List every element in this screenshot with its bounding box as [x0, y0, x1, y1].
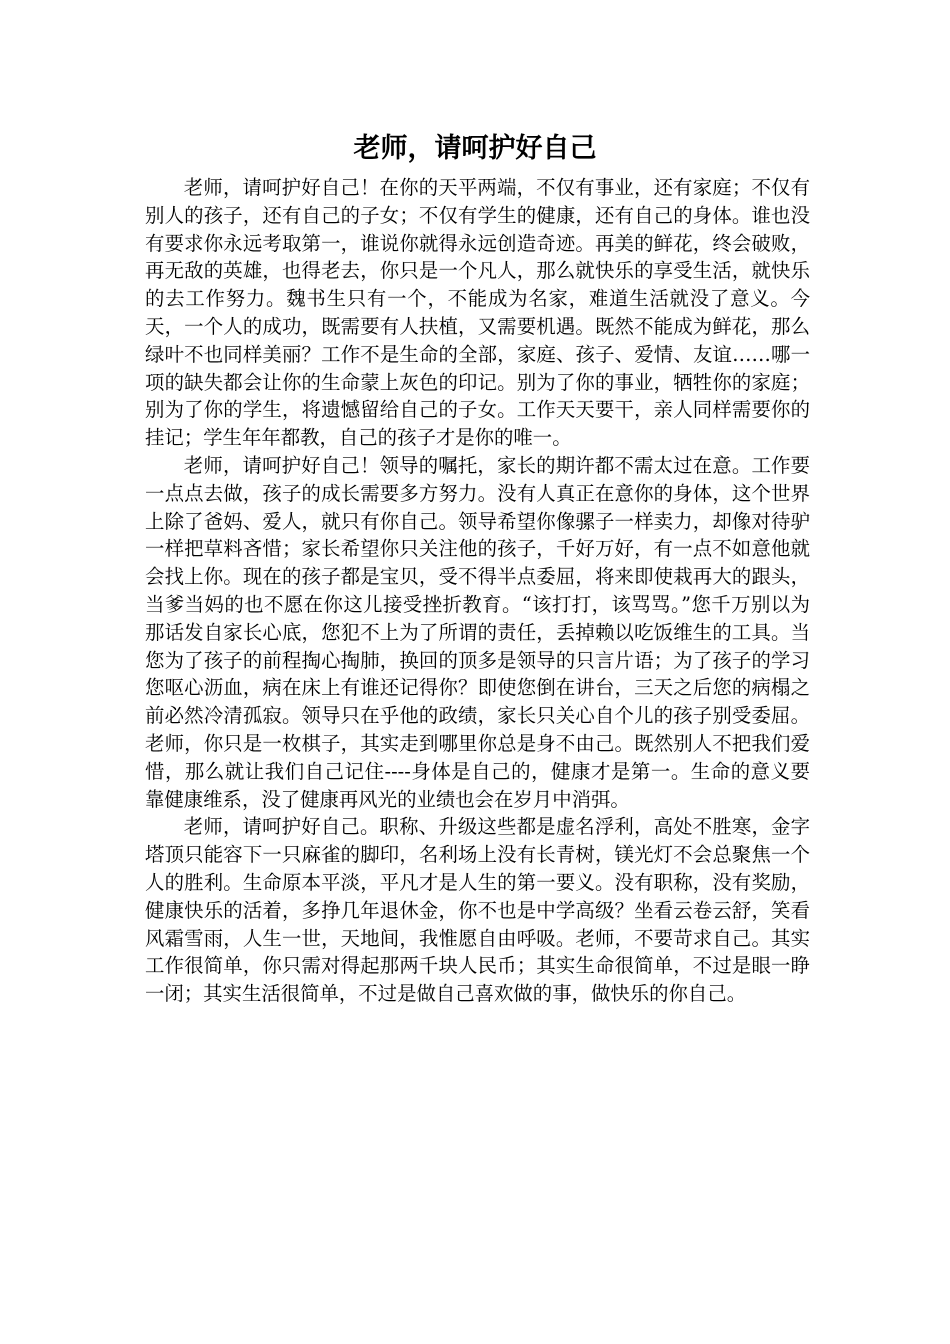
- paragraph-3: 老师，请呵护好自己。职称、升级这些都是虚名浮利，高处不胜寒，金字塔顶只能容下一只麻雀的脚印，名利场上没有长青树，镁光灯不会总聚焦一个人的胜利。生命原本平淡，平凡才是人生的第一要义。没有职称，没有奖励，健康快乐的活着，多挣几年退休金，你不也是中学高级？坐看云卷云舒，笑看风霜雪雨，人生一世，天地间，我惟愿自由呼吸。老师，不要苛求自己。其实工作很简单，你只需对得起那两千块人民币；其实生命很简单，不过是眼一睁一闭；其实生活很简单，不过是做自己喜欢做的事，做快乐的你自己。: [145, 815, 810, 1006]
- paragraph-2: 老师，请呵护好自己！领导的嘱托，家长的期许都不需太过在意。工作要一点点去做，孩子的成长需要多方努力。没有人真正在意你的身体，这个世界上除了爸妈、爱人，就只有你自己。领导希望你像骡子一样卖力，却像对待驴一样把草料吝惜；家长希望你只关注他的孩子，千好万好，有一点不如意他就会找上你。现在的孩子都是宝贝，受不得半点委屈，将来即使栽再大的跟头，当爹当妈的也不愿在你这儿接受挫折教育。“该打打，该骂骂。”您千万别以为那话发自家长心底，您犯不上为了所谓的责任，丢掉赖以吃饭维生的工具。当您为了孩子的前程掏心掏肺，换回的顶多是领导的只言片语；为了孩子的学习您呕心沥血，病在床上有谁还记得你？即使您倒在讲台，三天之后您的病榻之前必然冷清孤寂。领导只在乎他的政绩，家长只关心自个儿的孩子别受委屈。老师，你只是一枚棋子，其实走到哪里你总是身不由己。既然别人不把我们爱惜，那么就让我们自己记住----身体是自己的，健康才是第一。生命的意义要靠健康维系，没了健康再风光的业绩也会在岁月中消弭。: [145, 453, 810, 811]
- paragraph-1: 老师，请呵护好自己！在你的天平两端，不仅有事业，还有家庭；不仅有别人的孩子，还有自己的子女；不仅有学生的健康，还有自己的身体。谁也没有要求你永远考取第一，谁说你就得永远创造奇迹。再美的鲜花，终会破败，再无敌的英雄，也得老去，你只是一个凡人，那么就快乐的享受生活，就快乐的去工作努力。魏书生只有一个，不能成为名家，难道生活就没了意义。今天，一个人的成功，既需要有人扶植，又需要机遇。既然不能成为鲜花，那么绿叶不也同样美丽？工作不是生命的全部，家庭、孩子、爱情、友谊……哪一项的缺失都会让你的生命蒙上灰色的印记。别为了你的事业，牺牲你的家庭；别为了你的学生，将遗憾留给自己的子女。工作天天要干，亲人同样需要你的挂记；学生年年都教，自己的孩子才是你的唯一。: [145, 176, 810, 450]
- document-body: [145, 174, 810, 1008]
- document-title: 老师，请呵护好自己: [353, 133, 597, 164]
